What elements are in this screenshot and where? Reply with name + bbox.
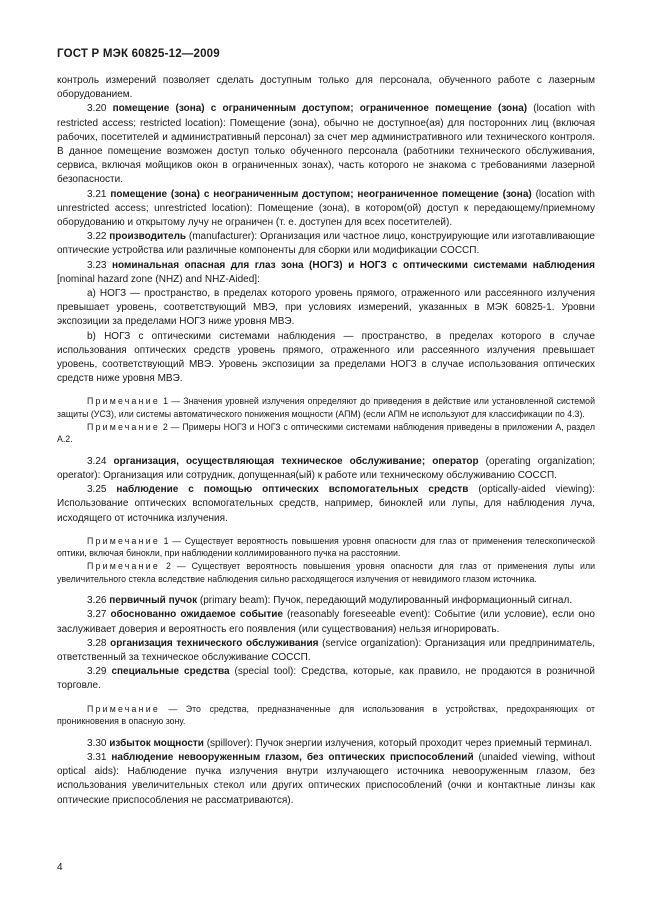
term-bold: производитель: [109, 231, 187, 243]
term-bold: первичный пучок: [109, 595, 198, 607]
term-bold: организация, осуществляющая техническое обслуживание; оператор: [113, 455, 479, 467]
definition-paragraph: [57, 665, 595, 693]
paragraph-text: (service organization): Организация или предприниматель, ответственный за техническое обслуживание СОССП.: [57, 637, 596, 664]
term-bold: наблюдение невооруженным глазом, без оптических приспособлений: [111, 752, 474, 764]
paragraph-text: — Это средства, предназначенные для использования в устройствах, предохраняющих от проникновения в опасную зону.: [57, 703, 595, 727]
paragraph-text: b) НОГЗ с оптическими системами наблюдения — пространство, в пределах которого в случае использования оптических средств уровень прямого, отраженного или рассеянного излучения превышает уровень, соответствующий МВЭ. Уровень экспозиции за пределами НОГЗ в случае использования оптических средств ниже уровня МВЭ.: [57, 330, 595, 385]
note-label: Примечание: [87, 561, 160, 572]
note-paragraph: [57, 535, 595, 560]
definition-paragraph: [57, 455, 595, 483]
paragraph-text: (location with restricted access; restricted location): Помещение (зона), обычно не доступное(ая) для посторонних лиц (включая рабочих, посетителей и административный персонал) за счет мер административного или технического контроля. В данное помещение возможен доступ только обученного персонала (работники технического обслуживания, сервиса, включая мойщиков окон в ограниченных зонах), часть которого не знакома с требованиями лазерной безопасности.: [57, 103, 596, 186]
paragraph-text: 3.22: [87, 231, 110, 243]
definition-paragraph: [57, 330, 595, 387]
term-bold: организация технического обслуживания: [110, 637, 319, 649]
term-bold: избыток мощности: [109, 737, 204, 749]
term-bold: обоснованно ожидаемое событие: [110, 609, 283, 621]
paragraph-text: (manufacturer): Организация или частное лицо, конструирующие или изготавливающие оптические устройства или различные компоненты для сборки или модификации СОССП.: [57, 231, 595, 257]
definition-paragraph: [57, 287, 595, 330]
definition-paragraph: [57, 608, 595, 636]
paragraph-text: 3.30: [87, 737, 110, 749]
note-paragraph: [57, 560, 595, 585]
paragraph-text: 3.26: [87, 595, 110, 607]
paragraph-text: (location with unrestricted access; unrestricted location): Помещение (зона), в котором(ой) доступ к передающему/приемному оборудованию и открытому лучу не ограничен (т. е. доступен для всех посетителей).: [57, 188, 595, 229]
note-label: Примечание: [87, 535, 160, 546]
paragraph-text: контроль измерений позволяет сделать доступным только для персонала, обученного работе с лазерным оборудованием.: [57, 75, 595, 101]
paragraph-text: 3.21: [87, 188, 111, 200]
paragraph-text: 3.20: [87, 103, 113, 115]
paragraph-text: 3.29: [87, 666, 112, 678]
paragraph-text: (reasonably foreseeable event): Событие (или условие), если оно заслуживает доверия и вероятность его появления (или существования) нельзя игнорировать.: [57, 609, 595, 635]
definition-paragraph: [57, 483, 595, 526]
definition-paragraph: [57, 637, 595, 665]
note-paragraph: [57, 395, 595, 420]
paragraph-text: [nominal hazard zone (NHZ) and NHZ-Aided]:: [57, 273, 260, 285]
term-bold: специальные средства: [111, 666, 230, 678]
paragraph-text: (operating organization; operator): Организация или сотрудник, допущенная(ый) к работе или техническому обслуживанию СОССП.: [57, 455, 596, 482]
paragraph-text: 1 — Значения уровней излучения определяют до приведения в действие или установленной системой защиты (УСЗ), или системы автоматического понижения мощности (АПМ) (если АПМ не используют для классификации по 4.3).: [57, 396, 595, 420]
definition-paragraph: [57, 188, 595, 231]
paragraph-text: 3.28: [87, 637, 111, 649]
paragraph-text: (special tool): Средства, которые, как правило, не продаются в розничной торговле.: [57, 666, 595, 692]
term-bold: номинальная опасная для глаз зона (НОГЗ) и НОГЗ с оптическими системами наблюдения: [111, 259, 596, 271]
term-bold: помещение (зона) с ограниченным доступом; ограниченное помещение (зона): [112, 103, 528, 115]
page-number: 4: [57, 862, 63, 873]
paragraph-text: 3.24: [87, 455, 114, 467]
term-bold: помещение (зона) с неограниченным доступом; неограниченное помещение (зона): [110, 188, 532, 200]
definition-paragraph: [57, 259, 595, 287]
paragraph-text: (unaided viewing, without optical aids): Наблюдение пучка излучения внутри излучающего источника невооруженным глазом, без использования увеличительных стекол или других оптических приспособлений (очки и контактные линзы как оптические приспособления не рассматриваются).: [57, 752, 596, 806]
note-label: Примечание: [87, 396, 160, 407]
paragraph-text: 1 — Существует вероятность повышения уровня опасности для глаз от применения телескопической оптики, включая бинокли, при наблюдении коллимированного пучка на расстоянии.: [57, 535, 595, 559]
paragraph-text: (primary beam): Пучок, передающий модулированный информационный сигнал.: [197, 595, 573, 607]
paragraph-text: 3.25: [87, 484, 117, 496]
term-bold: наблюдение с помощью оптических вспомогательных средств: [116, 484, 469, 496]
document-header: ГОСТ Р МЭК 60825-12—2009: [57, 48, 220, 60]
paragraph-text: 3.27: [87, 609, 111, 621]
paragraph-text: 2 — Примеры НОГЗ и НОГЗ с оптическими системами наблюдения приведены в приложении А, раздел А.2.: [57, 421, 595, 445]
document-body: [57, 74, 595, 808]
note-label: Примечание: [87, 421, 160, 432]
note-paragraph: [57, 703, 595, 728]
paragraph-text: 2 — Существует вероятность повышения уровня опасности для глаз от применения лупы или увеличительного стекла вследствие наблюдения сильно расходящегося излучения от невидимого глазом источника.: [57, 561, 595, 584]
definition-paragraph: [57, 751, 595, 808]
definition-paragraph: [57, 102, 595, 187]
paragraph-text: (optically-aided viewing): Использование оптических вспомогательных средств, например, биноклей или лупы, для наблюдения луча, исходящего от источника излучения.: [57, 484, 595, 524]
paragraph-text: 3.31: [87, 752, 112, 764]
paragraph-text: (spillover): Пучок энергии излучения, который проходит через приемный терминал.: [203, 737, 593, 749]
definition-paragraph: [57, 74, 595, 102]
paragraph-text: 3.23: [87, 259, 112, 271]
note-label: Примечание: [87, 703, 160, 714]
paragraph-text: a) НОГЗ — пространство, в пределах которого уровень прямого, отраженного или рассеянного излучения превышает уровень, соответствующий МВЭ, при условиях измерений, указанных в МЭК 60825-1. Уровни экспозиции за пределами НОГЗ ниже уровня МВЭ.: [57, 288, 595, 328]
note-paragraph: [57, 421, 595, 446]
definition-paragraph: [57, 230, 595, 258]
definition-paragraph: [57, 737, 595, 751]
definition-paragraph: [57, 594, 595, 608]
